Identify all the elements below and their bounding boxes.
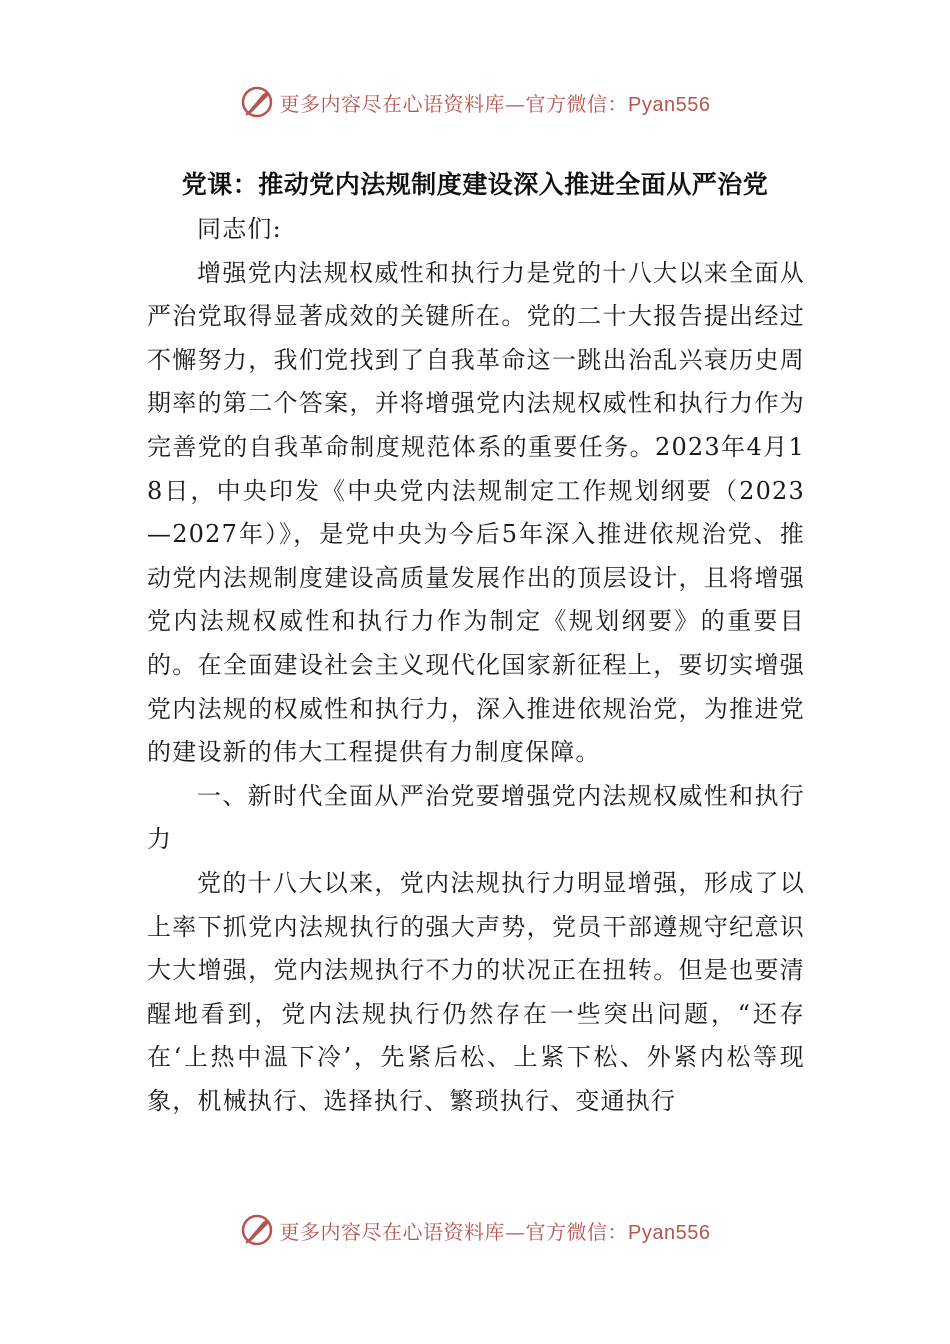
quill-pen-icon — [240, 1213, 274, 1247]
paragraph-section-1: 党的十八大以来，党内法规执行力明显增强，形成了以上率下抓党内法规执行的强大声势，党员干部遵规守纪意识大大增强，党内法规执行不力的状况正在扭转。但是也要清醒地看到，党内法规执行仍然存在一些突出问题，“还存在‘上热中温下冷’，先紧后松、上紧下松、外紧内松等现象，机械执行、选择执行、繁琐执行、变通执行 — [147, 868, 805, 1115]
watermark-banner-top — [0, 80, 950, 124]
watermark-label: 更多内容尽在心语资料库—官方微信： — [279, 91, 629, 116]
watermark-handle: Pyan556 — [628, 1221, 711, 1244]
section-heading-1: 一、新时代全面从严治党要增强党内法规权威性和执行力 — [147, 781, 805, 854]
watermark-banner-bottom — [0, 1208, 950, 1252]
watermark-handle: Pyan556 — [628, 93, 711, 116]
watermark-label: 更多内容尽在心语资料库—官方微信： — [279, 1219, 629, 1244]
paragraph-intro: 增强党内法规权威性和执行力是党的十八大以来全面从严治党取得显著成效的关键所在。党的二十大报告提出经过不懈努力，我们党找到了自我革命这一跳出治乱兴衰历史周期率的第二个答案，并将增强党内法规权威性和执行力作为完善党的自我革命制度规范体系的重要任务。2023年4月18日，中央印发《中央党内法规制定工作规划纲要（2023—2027年）》，是党中央为今后5年深入推进依规治党、推动党内法规制度建设高质量发展作出的顶层设计，且将增强党内法规权威性和执行力作为制定《规划纲要》的重要目的。在全面建设社会主义现代化国家新征程上，要切实增强党内法规的权威性和执行力，深入推进依规治党，为推进党的建设新的伟大工程提供有力制度保障。 — [147, 258, 805, 767]
document-title: 党课：推动党内法规制度建设深入推进全面从严治党 — [181, 170, 769, 199]
salutation: 同志们: — [197, 215, 282, 243]
document-body — [147, 208, 805, 1123]
watermark-text — [280, 88, 711, 117]
watermark-text — [280, 1216, 711, 1245]
quill-pen-icon — [240, 85, 274, 119]
